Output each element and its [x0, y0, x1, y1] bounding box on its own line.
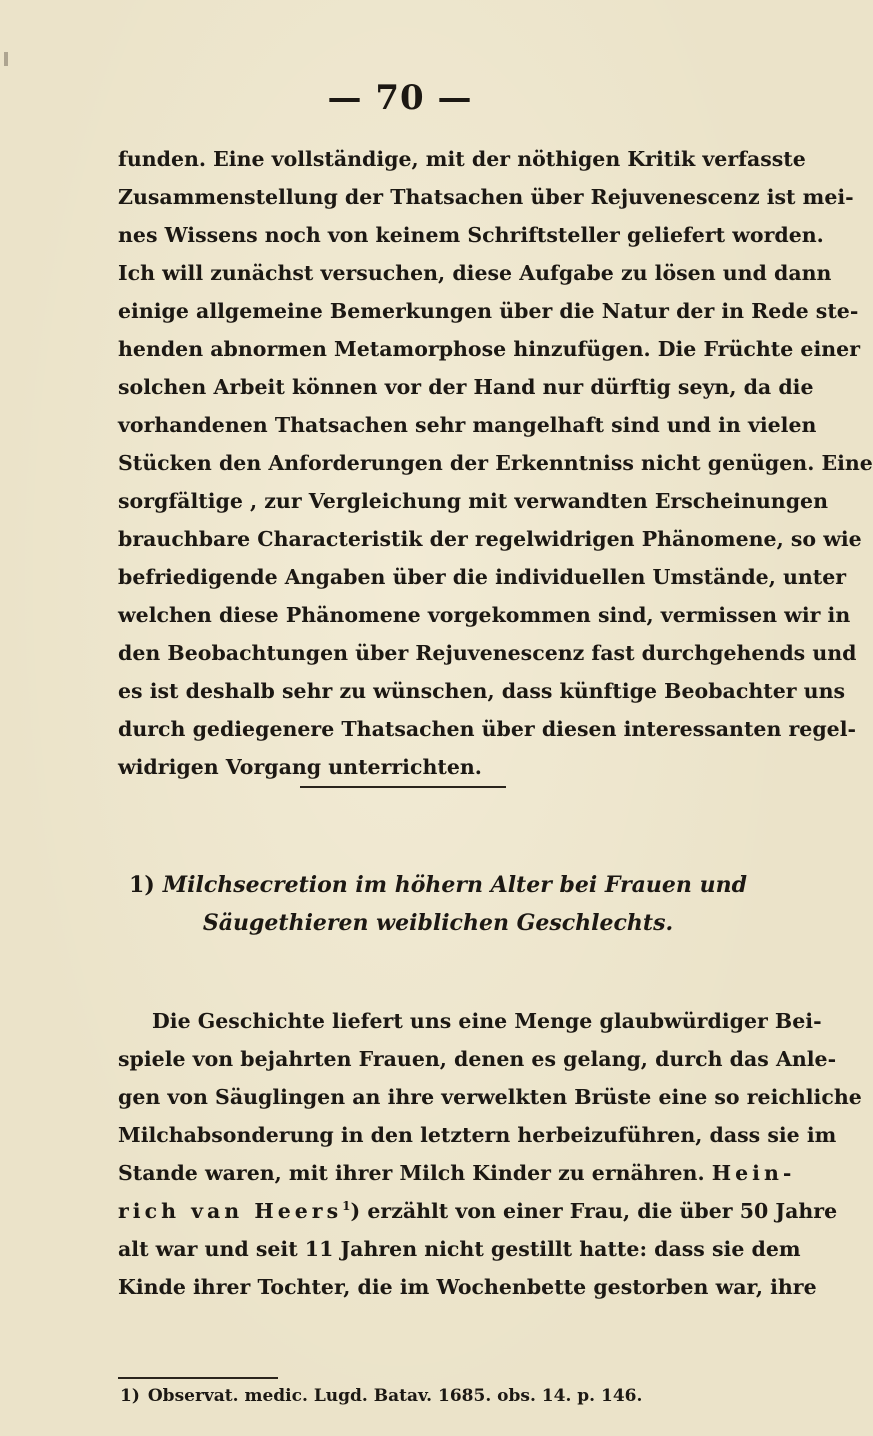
text-line: welchen diese Phänomene vorgekommen sind, vermissen wir in — [118, 603, 851, 627]
text-line: Zusammenstellung der Thatsachen über Rejuvenescenz ist mei- — [118, 185, 854, 209]
text-line — [118, 1154, 796, 1192]
footnote-text: Observat. medic. Lugd. Batav. 1685. obs. 14. p. 146. — [147, 1386, 643, 1406]
text-line: durch gediegenere Thatsachen über diesen interessanten regel- — [118, 717, 857, 741]
text-line: es ist deshalb sehr zu wünschen, dass künftige Beobachter uns — [118, 679, 846, 703]
text-line: einige allgemeine Bemerkungen über die Natur der in Rede ste- — [118, 299, 859, 323]
section-title-part-1: Milchsecretion im höhern Alter bei Frauen und — [162, 872, 747, 898]
text-line: vorhandenen Thatsachen sehr mangelhaft sind und in vielen — [118, 413, 817, 437]
section-separator — [300, 786, 506, 788]
section-heading — [118, 866, 758, 942]
section-heading-line-1 — [118, 866, 758, 904]
author-name-part-2: rich van Heers — [118, 1199, 343, 1223]
text-line — [118, 1192, 838, 1230]
text-line: spiele von bejahrten Frauen, denen es gelang, durch das Anle- — [118, 1047, 837, 1071]
footnote-rule — [118, 1377, 278, 1379]
text-line: brauchbare Characteristik der regelwidrigen Phänomene, so wie — [118, 527, 862, 551]
text-line: sorgfältige , zur Vergleichung mit verwandten Erscheinungen — [118, 489, 828, 513]
text-line: funden. Eine vollständige, mit der nöthigen Kritik verfasste — [118, 147, 806, 171]
scan-mark — [4, 52, 8, 66]
text-line: Kinde ihrer Tochter, die im Wochenbette gestorben war, ihre — [118, 1275, 817, 1299]
section-title-part-2: Säugethieren weiblichen Geschlechts. — [202, 910, 674, 936]
text-line: Stücken den Anforderungen der Erkenntniss nicht genügen. Eine — [118, 451, 873, 475]
text-segment: ) erzählt von einer Frau, die über 50 Jahre — [350, 1199, 838, 1223]
text-line: Milchabsonderung in den letztern herbeizuführen, dass sie im — [118, 1123, 837, 1147]
page-number: — 70 — — [327, 78, 473, 118]
author-name-part-1: Hein- — [711, 1161, 796, 1185]
footnote — [120, 1386, 642, 1406]
text-line: gen von Säuglingen an ihre verwelkten Brüste eine so reichliche — [118, 1085, 862, 1109]
footnote-mark: 1) — [120, 1386, 140, 1406]
section-number: 1) — [129, 872, 155, 898]
text-line: befriedigende Angaben über die individuellen Umstände, unter — [118, 565, 847, 589]
text-line: widrigen Vorgang unterrichten. — [118, 755, 482, 779]
paragraph-2 — [118, 1002, 862, 1306]
paragraph-1 — [118, 140, 873, 786]
text-segment: Stande waren, mit ihrer Milch Kinder zu ernähren. — [118, 1161, 705, 1185]
text-line: den Beobachtungen über Rejuvenescenz fast durchgehends und — [118, 641, 857, 665]
text-line: Die Geschichte liefert uns eine Menge glaubwürdiger Bei- — [152, 1009, 822, 1033]
text-line: nes Wissens noch von keinem Schriftsteller geliefert worden. — [118, 223, 824, 247]
footnote-reference: 1 — [342, 1199, 351, 1214]
text-line: henden abnormen Metamorphose hinzufügen. Die Früchte einer — [118, 337, 861, 361]
text-line: alt war und seit 11 Jahren nicht gestillt hatte: dass sie dem — [118, 1237, 801, 1261]
text-line: solchen Arbeit können vor der Hand nur dürftig seyn, da die — [118, 375, 814, 399]
text-line: Ich will zunächst versuchen, diese Aufgabe zu lösen und dann — [118, 261, 832, 285]
